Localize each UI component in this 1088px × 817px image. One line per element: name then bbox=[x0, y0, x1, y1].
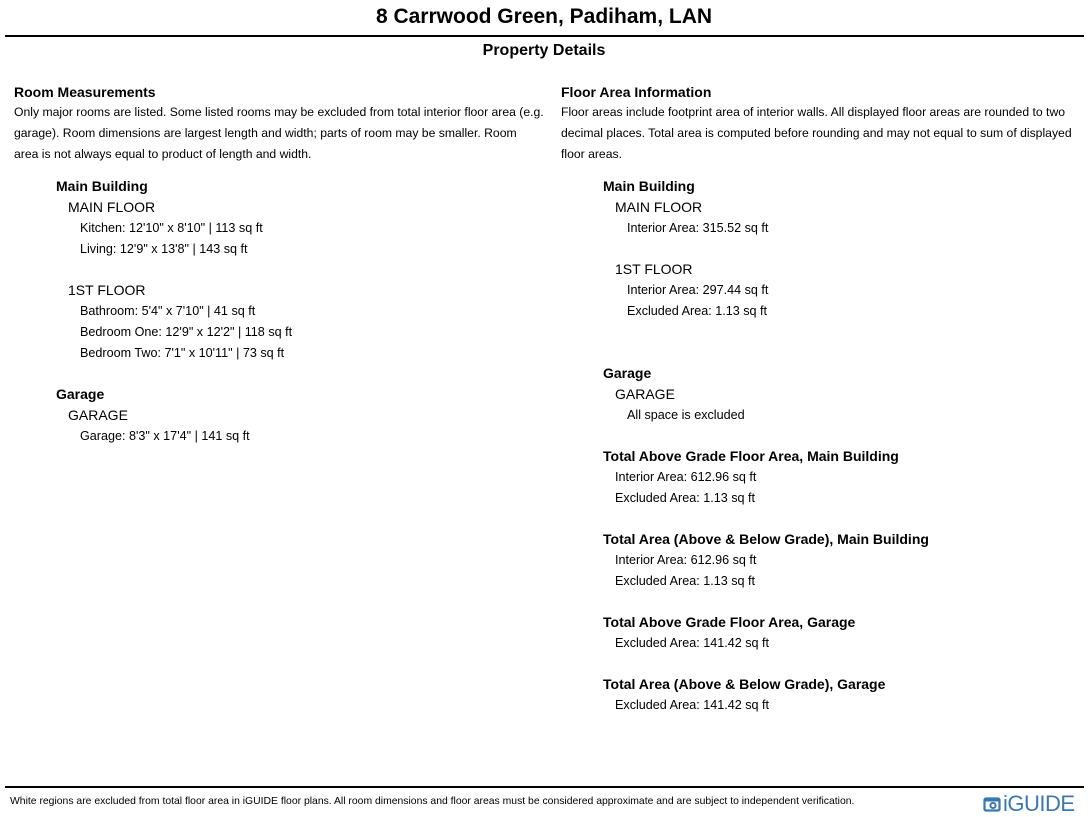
total-title: Total Area (Above & Below Grade), Main Building bbox=[603, 531, 929, 547]
page-title: 8 Carrwood Green, Padiham, LAN bbox=[375, 5, 713, 28]
room-entry: Garage: 8'3" x 17'4" | 141 sq ft bbox=[80, 429, 250, 443]
total-title: Total Above Grade Floor Area, Main Building bbox=[603, 448, 899, 464]
floor-area-title: Floor Area Information bbox=[561, 84, 712, 100]
camera-icon bbox=[983, 795, 1001, 813]
total-entry: Excluded Area: 141.42 sq ft bbox=[615, 698, 770, 712]
total-entry: Excluded Area: 141.42 sq ft bbox=[615, 636, 770, 650]
floor-title: GARAGE bbox=[615, 386, 675, 402]
building-title: Main Building bbox=[603, 178, 695, 194]
room-entry: Bedroom One: 12'9" x 12'2" | 118 sq ft bbox=[80, 325, 293, 339]
header-divider bbox=[5, 35, 1084, 37]
room-entry: Living: 12'9" x 13'8" | 143 sq ft bbox=[80, 242, 248, 256]
floor-area-tree bbox=[603, 176, 1088, 716]
page-subtitle: Property Details bbox=[482, 42, 606, 59]
area-entry: All space is excluded bbox=[627, 408, 745, 422]
floor-title: 1ST FLOOR bbox=[615, 261, 693, 277]
total-entry: Excluded Area: 1.13 sq ft bbox=[615, 491, 756, 505]
footer-disclaimer: White regions are excluded from total floor area in iGUIDE floor plans. All room dimensions and floor areas must be considered approximate and are subject to independent verification. bbox=[10, 796, 855, 807]
floor-area-description: Floor areas include footprint area of interior walls. All displayed floor areas are rounded to two decimal places. Total area is computed before rounding and may not equal to sum of displayed floor areas. bbox=[561, 105, 1072, 161]
room-entry: Bedroom Two: 7'1" x 10'11" | 73 sq ft bbox=[80, 346, 285, 360]
room-entry: Bathroom: 5'4" x 7'10" | 41 sq ft bbox=[80, 304, 256, 318]
building-title: Main Building bbox=[56, 178, 148, 194]
total-entry: Interior Area: 612.96 sq ft bbox=[615, 553, 757, 567]
building-title: Garage bbox=[56, 386, 105, 402]
total-entry: Excluded Area: 1.13 sq ft bbox=[615, 574, 756, 588]
room-measurements-title: Room Measurements bbox=[14, 84, 156, 100]
room-measurements-description: Only major rooms are listed. Some listed rooms may be excluded from total interior floor area (e.g. garage). Room dimensions are largest length and width; parts of room may be smaller. Room area is not always equal to product of length and width. bbox=[14, 105, 544, 161]
total-title: Total Area (Above & Below Grade), Garage bbox=[603, 676, 886, 692]
room-tree bbox=[56, 176, 544, 447]
floor-area-section bbox=[561, 82, 1088, 716]
room-measurements-section bbox=[14, 82, 544, 447]
floor-title: MAIN FLOOR bbox=[615, 199, 703, 215]
floor-title: MAIN FLOOR bbox=[68, 199, 156, 215]
total-title: Total Above Grade Floor Area, Garage bbox=[603, 614, 856, 630]
building-title: Garage bbox=[603, 365, 652, 381]
total-entry: Interior Area: 612.96 sq ft bbox=[615, 470, 757, 484]
area-entry: Interior Area: 315.52 sq ft bbox=[627, 221, 769, 235]
footer-divider bbox=[5, 786, 1084, 788]
floor-title: GARAGE bbox=[68, 407, 128, 423]
iguide-logo bbox=[983, 793, 1075, 815]
area-entry: Excluded Area: 1.13 sq ft bbox=[627, 304, 768, 318]
room-entry: Kitchen: 12'10" x 8'10" | 113 sq ft bbox=[80, 221, 263, 235]
floor-title: 1ST FLOOR bbox=[68, 282, 146, 298]
area-entry: Interior Area: 297.44 sq ft bbox=[627, 283, 769, 297]
logo-text: iGUIDE bbox=[1003, 791, 1075, 816]
